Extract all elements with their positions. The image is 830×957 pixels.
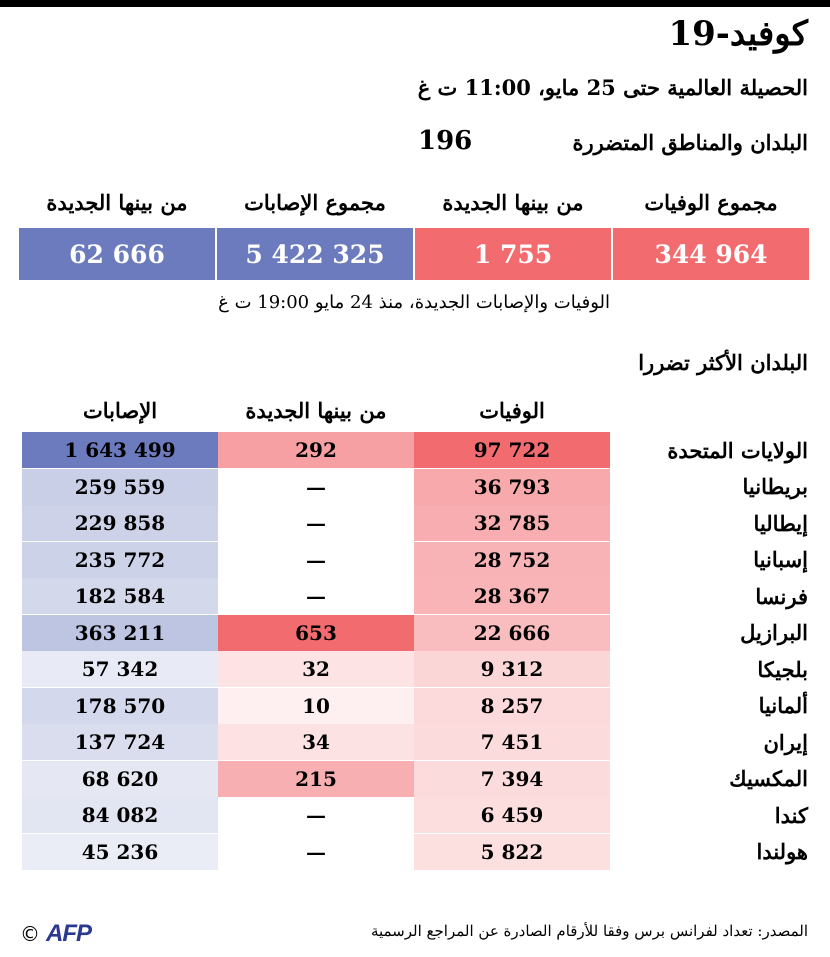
deaths-cell: 6 459 <box>414 797 610 833</box>
deaths-cell: 36 793 <box>414 469 610 505</box>
summary-new-cases-box: 62 666 <box>19 228 215 280</box>
country-name: ألمانيا <box>758 693 808 718</box>
deaths-cell: 5 822 <box>414 834 610 870</box>
table-row <box>22 505 808 541</box>
deaths-cell: 7 451 <box>414 724 610 760</box>
summary-deaths-label: مجموع الوفيات <box>644 190 778 215</box>
cases-cell: 84 082 <box>22 797 218 833</box>
table-row <box>22 578 808 614</box>
deaths-cell: 9 312 <box>414 651 610 687</box>
deaths-cell: 8 257 <box>414 688 610 724</box>
new-deaths-cell: 32 <box>218 651 414 687</box>
new-deaths-cell: 34 <box>218 724 414 760</box>
new-deaths-cell: 215 <box>218 761 414 797</box>
country-name: بلجيكا <box>757 656 808 682</box>
table-row <box>22 615 808 651</box>
deaths-cell: 28 367 <box>414 578 610 614</box>
cases-cell: 182 584 <box>22 578 218 614</box>
table-row <box>22 797 808 833</box>
summary-deaths-box: 344 964 <box>613 228 809 280</box>
countries-label: البلدان والمناطق المتضررة <box>572 130 808 155</box>
country-name: إيطاليا <box>753 510 808 536</box>
new-deaths-cell: 10 <box>218 688 414 724</box>
summary-new-cases-label: من بينها الجديدة <box>46 190 188 215</box>
cases-cell: 57 342 <box>22 651 218 687</box>
cases-cell: 178 570 <box>22 688 218 724</box>
table-row <box>22 834 808 870</box>
summary-new-deaths-box: 1 755 <box>415 228 611 280</box>
country-name: هولندا <box>756 839 808 864</box>
most-affected-label: البلدان الأكثر تضررا <box>638 350 808 375</box>
country-name: المكسيك <box>729 766 808 791</box>
country-name: إسبانيا <box>753 547 808 572</box>
new-deaths-cell: — <box>218 834 414 870</box>
new-deaths-cell: 653 <box>218 615 414 651</box>
column-header-cases: الإصابات <box>82 398 158 423</box>
cases-cell: 229 858 <box>22 505 218 541</box>
cases-cell: 259 559 <box>22 469 218 505</box>
copyright-symbol: © <box>20 922 40 946</box>
deaths-cell: 97 722 <box>414 432 610 468</box>
deaths-cell: 22 666 <box>414 615 610 651</box>
cases-cell: 235 772 <box>22 542 218 578</box>
new-deaths-cell: — <box>218 469 414 505</box>
cases-cell: 45 236 <box>22 834 218 870</box>
table-row <box>22 469 808 505</box>
country-name: إيران <box>763 729 808 755</box>
countries-value: 196 <box>418 126 473 156</box>
country-name: كندا <box>774 802 808 828</box>
page-title: كوفيد-19 <box>668 14 808 54</box>
table-row <box>22 724 808 760</box>
page-subtitle: الحصيلة العالمية حتى 25 مايو، 11:00 ت غ <box>417 75 808 100</box>
table-row <box>22 761 808 797</box>
afp-logo <box>20 920 91 948</box>
deaths-cell: 7 394 <box>414 761 610 797</box>
country-name: بريطانيا <box>742 474 808 499</box>
new-deaths-cell: — <box>218 578 414 614</box>
table-row <box>22 651 808 687</box>
country-name: البرازيل <box>740 620 808 645</box>
summary-cases-label: مجموع الإصابات <box>244 190 386 215</box>
new-deaths-cell: — <box>218 505 414 541</box>
table-row <box>22 542 808 578</box>
summary-note: الوفيات والإصابات الجديدة، منذ 24 مايو 19:00 ت غ <box>218 292 610 313</box>
cases-cell: 137 724 <box>22 724 218 760</box>
cases-cell: 363 211 <box>22 615 218 651</box>
afp-logo-text: AFP <box>46 920 91 947</box>
deaths-cell: 28 752 <box>414 542 610 578</box>
country-name: فرنسا <box>755 583 808 609</box>
country-name: الولايات المتحدة <box>667 437 808 463</box>
table-row <box>22 688 808 724</box>
column-header-new: من بينها الجديدة <box>245 398 387 423</box>
top-bar <box>0 0 830 7</box>
source-note: المصدر: تعداد لفرانس برس وفقا للأرقام الصادرة عن المراجع الرسمية <box>370 922 808 940</box>
new-deaths-cell: 292 <box>218 432 414 468</box>
column-header-deaths: الوفيات <box>479 398 545 423</box>
table-row <box>22 432 808 468</box>
deaths-cell: 32 785 <box>414 505 610 541</box>
new-deaths-cell: — <box>218 797 414 833</box>
new-deaths-cell: — <box>218 542 414 578</box>
summary-cases-box: 5 422 325 <box>217 228 413 280</box>
cases-cell: 68 620 <box>22 761 218 797</box>
cases-cell: 1 643 499 <box>22 432 218 468</box>
summary-new-deaths-label: من بينها الجديدة <box>442 190 584 215</box>
